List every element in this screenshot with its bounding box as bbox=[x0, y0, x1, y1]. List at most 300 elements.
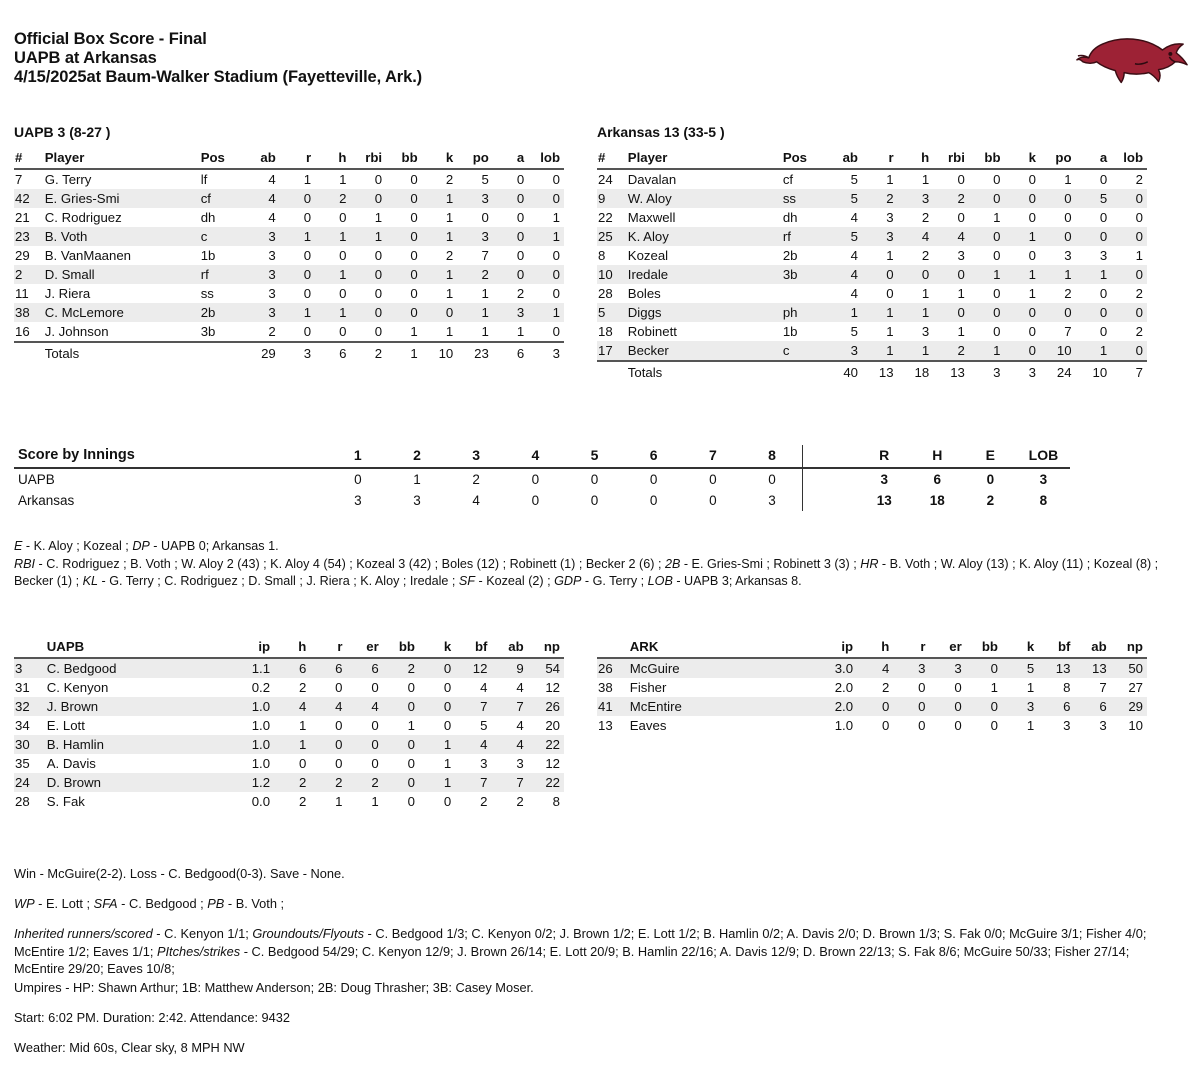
col-k: k bbox=[1005, 149, 1040, 169]
stat-ab: 3 bbox=[268, 286, 276, 301]
stat-k: 0 bbox=[1028, 172, 1036, 187]
inning-8-runs: 0 bbox=[768, 472, 776, 487]
stat-r: 3 bbox=[886, 229, 894, 244]
table-row bbox=[597, 208, 1147, 227]
stat-h: 0 bbox=[881, 699, 890, 714]
stat-ab: 4 bbox=[850, 210, 858, 225]
player-position: 3b bbox=[782, 267, 798, 282]
title-line-2: UAPB at Arkansas bbox=[14, 49, 157, 67]
start-duration-line: Start: 6:02 PM. Duration: 2:42. Attendance: 9432 bbox=[14, 1010, 291, 1026]
player-position: cf bbox=[782, 172, 794, 187]
inning-4-runs: 0 bbox=[531, 493, 540, 508]
pitcher-number: 13 bbox=[598, 718, 613, 733]
stat-bb: 0 bbox=[410, 305, 418, 320]
stat-k: 1 bbox=[1028, 229, 1036, 244]
table-row bbox=[14, 735, 564, 754]
innings-header-row bbox=[14, 445, 1070, 468]
stat-lob: 1 bbox=[552, 229, 560, 244]
decision-line: Win - McGuire(2-2). Loss - C. Bedgood(0-3). Save - None. bbox=[14, 865, 345, 881]
innings-row bbox=[14, 468, 1070, 490]
stat-bb: 0 bbox=[990, 661, 998, 676]
table-row bbox=[597, 341, 1147, 361]
stat-r: 0 bbox=[303, 324, 312, 339]
stat-lob: 0 bbox=[1135, 210, 1143, 225]
stat-a: 0 bbox=[516, 172, 525, 187]
totals-h: 18 bbox=[898, 361, 934, 382]
stat-a: 1 bbox=[516, 324, 525, 339]
innings-team-name: UAPB bbox=[18, 472, 55, 487]
col-bf: bf bbox=[455, 638, 491, 658]
stat-h: 3 bbox=[921, 191, 930, 206]
stat-r: 0 bbox=[918, 699, 926, 714]
stat-r: 1 bbox=[886, 172, 894, 187]
footer-notes bbox=[14, 852, 1174, 978]
col-rbi: rbi bbox=[350, 149, 386, 169]
stat-bb: 0 bbox=[410, 229, 418, 244]
stat-bf: 5 bbox=[480, 718, 488, 733]
total-e: 2 bbox=[986, 493, 995, 508]
stat-r: 0 bbox=[303, 191, 312, 206]
inning-6-runs: 0 bbox=[649, 493, 658, 508]
stat-po: 1 bbox=[481, 324, 489, 339]
player-number: 10 bbox=[598, 267, 613, 282]
stat-h: 1 bbox=[921, 286, 930, 301]
col-np: np bbox=[528, 638, 564, 658]
stat-ab: 3 bbox=[268, 248, 276, 263]
player-name: D. Small bbox=[44, 267, 95, 282]
totals-po: 24 bbox=[1040, 361, 1076, 382]
away-pitching-team-label: UAPB bbox=[43, 638, 238, 658]
col-bb: bb bbox=[383, 638, 419, 658]
stat-bb: 2 bbox=[407, 661, 415, 676]
label-gdp: GDP bbox=[554, 574, 582, 588]
stat-ab: 13 bbox=[1092, 661, 1107, 676]
totals-label: Totals bbox=[624, 361, 779, 382]
label-wp: WP bbox=[14, 896, 35, 912]
col-pos: Pos bbox=[197, 149, 244, 169]
stat-k: 0 bbox=[1028, 343, 1036, 358]
text-hr: - B. Voth ; W. Aloy (13) ; K. Aloy (11) ; Kozeal (8) ; Becker (1) ; bbox=[14, 556, 1159, 588]
stat-po: 1 bbox=[481, 305, 489, 320]
player-name: G. Terry bbox=[44, 172, 92, 187]
col-po: po bbox=[1040, 149, 1076, 169]
stat-np: 8 bbox=[552, 794, 560, 809]
stat-bb: 1 bbox=[410, 324, 418, 339]
stat-bb: 0 bbox=[410, 210, 418, 225]
total-h: 6 bbox=[933, 472, 942, 487]
table-row bbox=[14, 716, 564, 735]
stat-a: 0 bbox=[516, 248, 525, 263]
table-header-row bbox=[597, 149, 1147, 169]
player-number: 23 bbox=[15, 229, 30, 244]
table-row bbox=[14, 169, 564, 189]
inning-1-runs: 0 bbox=[354, 472, 362, 487]
stat-np: 20 bbox=[545, 718, 560, 733]
text-pb: - B. Voth ; bbox=[224, 896, 285, 912]
stat-a: 0 bbox=[516, 191, 525, 206]
stat-h: 1 bbox=[339, 229, 347, 244]
total-header-lob: LOB bbox=[1017, 445, 1070, 468]
stat-bb: 0 bbox=[993, 324, 1001, 339]
table-row bbox=[14, 303, 564, 322]
stat-r: 1 bbox=[303, 172, 312, 187]
away-batting-totals-row bbox=[14, 342, 564, 363]
stat-rbi: 0 bbox=[957, 172, 965, 187]
stat-k: 0 bbox=[1028, 324, 1036, 339]
stat-bb: 1 bbox=[993, 343, 1001, 358]
stat-h: 4 bbox=[881, 661, 890, 676]
stat-k: 1 bbox=[1026, 680, 1035, 695]
stat-ab: 5 bbox=[850, 191, 858, 206]
col-ab: ab bbox=[244, 149, 280, 169]
col-number: # bbox=[14, 149, 41, 169]
table-row bbox=[597, 265, 1147, 284]
stat-k: 1 bbox=[443, 775, 452, 790]
text-gdp: - G. Terry ; bbox=[581, 574, 648, 588]
stat-h: 2 bbox=[298, 794, 307, 809]
stat-bb: 1 bbox=[993, 210, 1001, 225]
stat-ab: 7 bbox=[516, 699, 524, 714]
stat-po: 0 bbox=[1064, 191, 1072, 206]
player-name: Robinett bbox=[627, 324, 677, 339]
stat-h: 1 bbox=[339, 267, 347, 282]
stat-lob: 0 bbox=[552, 172, 560, 187]
col-ip: ip bbox=[238, 638, 274, 658]
home-pitching-team-label: ARK bbox=[626, 638, 821, 658]
pitcher-number: 26 bbox=[598, 661, 613, 676]
stat-k: 1 bbox=[1026, 718, 1035, 733]
player-number: 24 bbox=[598, 172, 613, 187]
stat-bb: 1 bbox=[990, 680, 998, 695]
stat-bb: 0 bbox=[407, 699, 415, 714]
player-position: rf bbox=[200, 267, 209, 282]
stat-ip: 2.0 bbox=[834, 680, 854, 695]
stat-po: 0 bbox=[1064, 229, 1072, 244]
innings-divider bbox=[802, 468, 858, 490]
away-batting-section bbox=[14, 124, 564, 363]
totals-ab: 29 bbox=[244, 342, 280, 363]
stat-er: 1 bbox=[371, 794, 379, 809]
stat-r: 0 bbox=[918, 680, 926, 695]
table-row bbox=[597, 246, 1147, 265]
stat-po: 1 bbox=[1064, 267, 1072, 282]
stat-ab: 7 bbox=[1099, 680, 1107, 695]
text-2b: - E. Gries-Smi ; Robinett 3 (3) ; bbox=[680, 556, 861, 571]
stat-lob: 0 bbox=[552, 191, 560, 206]
stat-bf: 4 bbox=[480, 737, 488, 752]
stat-er: 0 bbox=[954, 699, 962, 714]
stat-lob: 0 bbox=[552, 324, 560, 339]
total-r: 3 bbox=[880, 472, 888, 487]
stat-r: 1 bbox=[886, 305, 894, 320]
player-name: Diggs bbox=[627, 305, 662, 320]
player-number: 21 bbox=[15, 210, 30, 225]
stat-lob: 1 bbox=[552, 210, 560, 225]
stat-k: 3 bbox=[1026, 699, 1035, 714]
razorback-logo-icon bbox=[1074, 14, 1192, 84]
table-row bbox=[14, 678, 564, 697]
stat-r: 3 bbox=[886, 210, 894, 225]
stat-r: 0 bbox=[918, 718, 926, 733]
stat-rbi: 4 bbox=[957, 229, 965, 244]
table-row bbox=[597, 169, 1147, 189]
table-row bbox=[14, 208, 564, 227]
table-row bbox=[14, 754, 564, 773]
stat-rbi: 3 bbox=[957, 248, 965, 263]
stat-k: 0 bbox=[445, 305, 454, 320]
stat-er: 4 bbox=[371, 699, 379, 714]
label-pitches: PItches/strikes bbox=[156, 943, 241, 959]
label-groundouts: Groundouts/Flyouts bbox=[252, 926, 364, 942]
col-h: h bbox=[315, 149, 350, 169]
stat-lob: 0 bbox=[1135, 191, 1143, 206]
stat-er: 0 bbox=[954, 718, 962, 733]
stat-r: 0 bbox=[886, 267, 894, 282]
stat-ab: 5 bbox=[850, 229, 858, 244]
inning-header-4: 4 bbox=[506, 445, 565, 468]
stat-h: 0 bbox=[921, 267, 930, 282]
player-position: ph bbox=[782, 305, 798, 320]
table-row bbox=[597, 189, 1147, 208]
totals-number bbox=[14, 342, 41, 363]
pitcher-name: C. Kenyon bbox=[46, 680, 109, 695]
innings-row bbox=[14, 490, 1070, 511]
inning-header-6: 6 bbox=[624, 445, 683, 468]
stat-ip: 1.0 bbox=[251, 699, 271, 714]
stat-k: 1 bbox=[445, 324, 454, 339]
col-r: r bbox=[862, 149, 898, 169]
table-row bbox=[14, 792, 564, 811]
pitcher-number: 38 bbox=[598, 680, 613, 695]
col-h: h bbox=[857, 638, 893, 658]
col-a: a bbox=[1076, 149, 1112, 169]
stat-po: 7 bbox=[481, 248, 489, 263]
stat-k: 0 bbox=[443, 661, 452, 676]
inning-5-runs: 0 bbox=[590, 493, 599, 508]
notes-line-rbi bbox=[14, 556, 1174, 591]
stat-ip: 0.0 bbox=[251, 794, 271, 809]
player-number: 22 bbox=[598, 210, 613, 225]
player-name: C. Rodriguez bbox=[44, 210, 122, 225]
totals-bb: 1 bbox=[386, 342, 422, 363]
player-name: Becker bbox=[627, 343, 669, 358]
stat-ab: 3 bbox=[268, 229, 276, 244]
text-e: - K. Aloy ; Kozeal ; bbox=[22, 539, 133, 553]
home-pitching-body bbox=[597, 658, 1147, 735]
stat-k: 2 bbox=[445, 248, 454, 263]
stat-bf: 4 bbox=[480, 680, 488, 695]
innings-divider bbox=[802, 490, 858, 511]
player-name: B. VanMaanen bbox=[44, 248, 132, 263]
stat-a: 0 bbox=[516, 210, 525, 225]
stat-bb: 0 bbox=[993, 229, 1001, 244]
stat-r: 1 bbox=[886, 324, 894, 339]
stat-r: 1 bbox=[886, 343, 894, 358]
stat-ab: 9 bbox=[516, 661, 524, 676]
stat-h: 1 bbox=[298, 718, 307, 733]
col-number bbox=[14, 638, 43, 658]
pitcher-name: McGuire bbox=[629, 661, 680, 676]
stat-bf: 2 bbox=[480, 794, 488, 809]
label-dp: DP bbox=[132, 539, 150, 553]
stat-a: 0 bbox=[1099, 172, 1108, 187]
totals-pos bbox=[779, 361, 827, 382]
stat-np: 22 bbox=[545, 737, 560, 752]
stat-h: 0 bbox=[881, 718, 890, 733]
stat-po: 0 bbox=[1064, 305, 1072, 320]
game-notes bbox=[14, 538, 1174, 591]
col-ab: ab bbox=[826, 149, 862, 169]
stat-bb: 0 bbox=[407, 680, 415, 695]
stat-ab: 3 bbox=[850, 343, 858, 358]
text-pitches: - C. Bedgood 54/29; C. Kenyon 12/9; J. Brown 26/14; E. Lott 20/9; B. Hamlin 22/16; A. Davis 12/9; D. Brown 22/13; S. Fak 8/6; McGuire 50/33; Fisher 27/14; McEntire 29/20; Eaves 10/8; bbox=[14, 943, 1130, 977]
home-batting-table bbox=[597, 149, 1147, 382]
stat-rbi: 1 bbox=[374, 229, 383, 244]
table-row bbox=[597, 678, 1147, 697]
away-pitching-body bbox=[14, 658, 564, 811]
stat-h: 0 bbox=[298, 756, 307, 771]
player-position: dh bbox=[200, 210, 216, 225]
stat-rbi: 1 bbox=[957, 286, 965, 301]
stat-er: 0 bbox=[371, 756, 379, 771]
pitcher-name: A. Davis bbox=[46, 756, 96, 771]
stat-ab: 4 bbox=[850, 248, 858, 263]
label-2b: 2B bbox=[664, 556, 681, 571]
totals-bb: 3 bbox=[969, 361, 1005, 382]
stat-ab: 4 bbox=[268, 172, 276, 187]
stat-bb: 0 bbox=[993, 286, 1001, 301]
table-row bbox=[597, 322, 1147, 341]
stat-h: 2 bbox=[921, 210, 930, 225]
pitcher-number: 30 bbox=[15, 737, 30, 752]
stat-r: 4 bbox=[335, 699, 343, 714]
player-name: Davalan bbox=[627, 172, 677, 187]
stat-po: 7 bbox=[1064, 324, 1072, 339]
home-batting-section bbox=[597, 124, 1147, 382]
stat-h: 0 bbox=[339, 324, 347, 339]
stat-r: 0 bbox=[335, 718, 343, 733]
player-name: Boles bbox=[627, 286, 661, 301]
stat-lob: 0 bbox=[552, 286, 560, 301]
pitcher-name: Eaves bbox=[629, 718, 667, 733]
pitcher-number: 3 bbox=[15, 661, 23, 676]
stat-bf: 3 bbox=[480, 756, 488, 771]
stat-ip: 1.0 bbox=[251, 737, 271, 752]
col-lob: lob bbox=[528, 149, 564, 169]
stat-po: 1 bbox=[1064, 172, 1072, 187]
stat-a: 0 bbox=[1099, 286, 1108, 301]
col-h: h bbox=[274, 638, 310, 658]
stat-r: 6 bbox=[335, 661, 343, 676]
stat-rbi: 0 bbox=[374, 286, 383, 301]
home-batting-body bbox=[597, 169, 1147, 361]
stat-bf: 3 bbox=[1063, 718, 1071, 733]
table-row bbox=[597, 716, 1147, 735]
table-row bbox=[14, 773, 564, 792]
stat-k: 0 bbox=[1028, 210, 1036, 225]
home-batting-totals-row bbox=[597, 361, 1147, 382]
col-po: po bbox=[457, 149, 493, 169]
away-team-heading: UAPB 3 (8-27 ) bbox=[14, 124, 111, 140]
totals-lob: 7 bbox=[1111, 361, 1147, 382]
home-pitching-section bbox=[597, 638, 1147, 735]
stat-lob: 0 bbox=[1135, 229, 1143, 244]
totals-pos bbox=[197, 342, 244, 363]
stat-bb: 0 bbox=[407, 775, 415, 790]
text-kl: - G. Terry ; C. Rodriguez ; D. Small ; J. Riera ; K. Aloy ; Iredale ; bbox=[98, 574, 459, 588]
pitcher-name: E. Lott bbox=[46, 718, 85, 733]
col-ab: ab bbox=[1074, 638, 1110, 658]
stat-bb: 0 bbox=[410, 267, 418, 282]
totals-number bbox=[597, 361, 624, 382]
stat-lob: 0 bbox=[552, 267, 560, 282]
stat-h: 1 bbox=[339, 305, 347, 320]
stat-po: 3 bbox=[481, 229, 489, 244]
stat-lob: 0 bbox=[1135, 267, 1143, 282]
total-e: 0 bbox=[986, 472, 995, 487]
stat-a: 3 bbox=[1099, 248, 1108, 263]
innings-divider bbox=[802, 445, 858, 468]
stat-bb: 1 bbox=[993, 267, 1001, 282]
stat-a: 0 bbox=[516, 229, 525, 244]
stat-rbi: 0 bbox=[374, 248, 383, 263]
stat-k: 0 bbox=[1028, 305, 1036, 320]
stat-k: 1 bbox=[443, 737, 452, 752]
totals-h: 6 bbox=[315, 342, 350, 363]
stat-a: 0 bbox=[1099, 229, 1108, 244]
col-number bbox=[597, 638, 626, 658]
totals-a: 10 bbox=[1076, 361, 1112, 382]
table-row bbox=[14, 227, 564, 246]
col-h: h bbox=[898, 149, 934, 169]
inning-4-runs: 0 bbox=[531, 472, 540, 487]
stat-er: 3 bbox=[954, 661, 962, 676]
text-dp: - UAPB 0; Arkansas 1. bbox=[149, 539, 279, 553]
stat-rbi: 0 bbox=[374, 267, 383, 282]
table-row bbox=[597, 227, 1147, 246]
stat-r: 0 bbox=[303, 210, 312, 225]
stat-lob: 1 bbox=[1135, 248, 1143, 263]
player-name: J. Riera bbox=[44, 286, 91, 301]
col-k: k bbox=[419, 638, 455, 658]
stat-bb: 0 bbox=[410, 191, 418, 206]
stat-po: 0 bbox=[1064, 210, 1072, 225]
inning-header-1: 1 bbox=[328, 445, 387, 468]
stat-rbi: 2 bbox=[957, 343, 965, 358]
stat-k: 0 bbox=[443, 680, 452, 695]
text-sf: - Kozeal (2) ; bbox=[475, 574, 555, 588]
pitcher-number: 31 bbox=[15, 680, 30, 695]
stat-h: 1 bbox=[298, 737, 307, 752]
wp-sfa-pb-line bbox=[14, 895, 1174, 913]
inning-7-runs: 0 bbox=[709, 472, 717, 487]
label-rbi: RBI bbox=[14, 556, 35, 571]
stat-po: 2 bbox=[481, 267, 489, 282]
player-position: 2b bbox=[200, 305, 216, 320]
stat-h: 1 bbox=[921, 305, 930, 320]
stat-po: 3 bbox=[481, 191, 489, 206]
stat-er: 0 bbox=[371, 718, 379, 733]
inning-header-3: 3 bbox=[447, 445, 506, 468]
player-number: 11 bbox=[15, 286, 29, 301]
col-number: # bbox=[597, 149, 624, 169]
stat-k: 1 bbox=[445, 286, 454, 301]
player-number: 38 bbox=[15, 305, 30, 320]
col-er: er bbox=[347, 638, 383, 658]
stat-np: 50 bbox=[1128, 661, 1143, 676]
stat-h: 2 bbox=[881, 680, 890, 695]
player-number: 16 bbox=[15, 324, 30, 339]
